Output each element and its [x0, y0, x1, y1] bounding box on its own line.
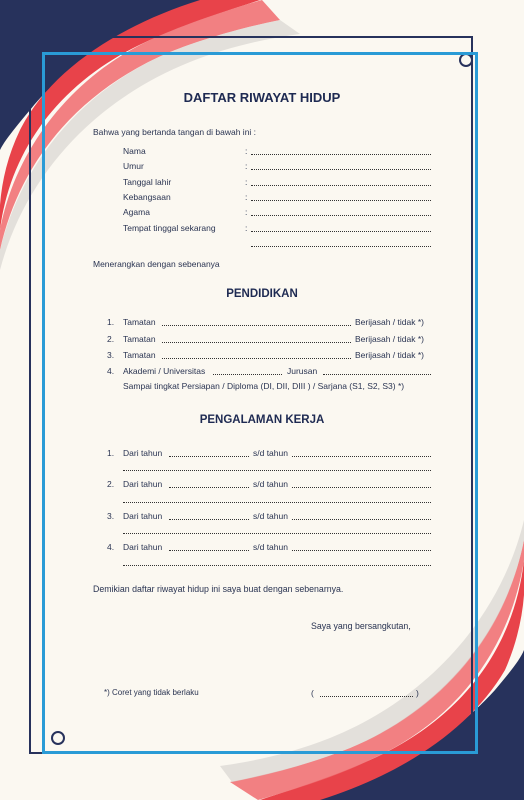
experience-detail-blank[interactable] [123, 565, 431, 566]
experience-detail-blank[interactable] [123, 533, 431, 534]
list-number: 4. [107, 542, 115, 552]
from-year-blank[interactable] [169, 519, 249, 520]
experience-detail-blank[interactable] [123, 470, 431, 471]
footnote: *) Coret yang tidak berlaku [104, 688, 199, 697]
education-blank-line[interactable] [162, 325, 351, 326]
field-blank-line[interactable] [251, 200, 431, 201]
to-year-blank[interactable] [292, 519, 431, 520]
experience-heading: PENGALAMAN KERJA [199, 414, 325, 426]
list-number: 3. [107, 511, 115, 521]
to-year-blank[interactable] [292, 456, 431, 457]
experience-detail-blank[interactable] [123, 502, 431, 503]
jurusan-label: Jurusan [287, 366, 318, 376]
education-heading: PENDIDIKAN [226, 288, 298, 300]
field-label: Agama [123, 207, 150, 217]
intro-text: Bahwa yang bertanda tangan di bawah ini : [93, 127, 257, 137]
list-number: 3. [107, 350, 115, 360]
from-year-label: Dari tahun [123, 542, 163, 552]
to-year-blank[interactable] [292, 550, 431, 551]
field-blank-line[interactable] [251, 169, 431, 170]
list-number: 1. [107, 317, 115, 327]
list-number: 4. [107, 366, 115, 376]
field-label: Tempat tinggal sekarang [123, 223, 216, 233]
field-label: Tanggal lahir [123, 177, 172, 187]
education-suffix: Berijasah / tidak *) [355, 334, 424, 344]
field-separator: : [245, 146, 248, 156]
from-year-label: Dari tahun [123, 448, 163, 458]
jurusan-blank-line[interactable] [323, 374, 431, 375]
closing-text: Demikian daftar riwayat hidup ini saya buat dengan sebenarnya. [93, 584, 344, 594]
from-year-blank[interactable] [169, 550, 249, 551]
list-number: 2. [107, 479, 115, 489]
education-label: Tamatan [123, 317, 156, 327]
field-blank-line[interactable] [251, 185, 431, 186]
education-label: Tamatan [123, 334, 156, 344]
to-year-blank[interactable] [292, 487, 431, 488]
education-suffix: Berijasah / tidak *) [355, 350, 424, 360]
statement-text: Menerangkan dengan sebenanya [93, 259, 220, 269]
field-blank-line[interactable] [251, 215, 431, 216]
education-blank-line[interactable] [162, 342, 351, 343]
academy-blank-line[interactable] [213, 374, 282, 375]
education-label: Tamatan [123, 350, 156, 360]
field-label: Nama [123, 146, 146, 156]
list-number: 2. [107, 334, 115, 344]
from-year-label: Dari tahun [123, 479, 163, 489]
from-year-blank[interactable] [169, 487, 249, 488]
field-separator: : [245, 223, 248, 233]
academy-label: Akademi / Universitas [123, 366, 206, 376]
sign-close-paren: ) [416, 688, 419, 698]
field-label: Umur [123, 161, 144, 171]
field-blank-line[interactable] [251, 246, 431, 247]
education-suffix: Berijasah / tidak *) [355, 317, 424, 327]
document-title: DAFTAR RIWAYAT HIDUP [183, 90, 341, 105]
signature-label: Saya yang bersangkutan, [311, 621, 411, 631]
field-separator: : [245, 177, 248, 187]
field-label: Kebangsaan [123, 192, 171, 202]
field-separator: : [245, 207, 248, 217]
level-note: Sampai tingkat Persiapan / Diploma (DI, DII, DIII ) / Sarjana (S1, S2, S3) *) [123, 381, 405, 391]
to-year-label: s/d tahun [253, 479, 288, 489]
education-blank-line[interactable] [162, 358, 351, 359]
sign-open-paren: ( [311, 688, 314, 698]
field-blank-line[interactable] [251, 231, 431, 232]
to-year-label: s/d tahun [253, 448, 288, 458]
to-year-label: s/d tahun [253, 511, 288, 521]
to-year-label: s/d tahun [253, 542, 288, 552]
from-year-blank[interactable] [169, 456, 249, 457]
from-year-label: Dari tahun [123, 511, 163, 521]
list-number: 1. [107, 448, 115, 458]
field-blank-line[interactable] [251, 154, 431, 155]
field-separator: : [245, 161, 248, 171]
signature-name-blank[interactable] [320, 696, 413, 697]
field-separator: : [245, 192, 248, 202]
